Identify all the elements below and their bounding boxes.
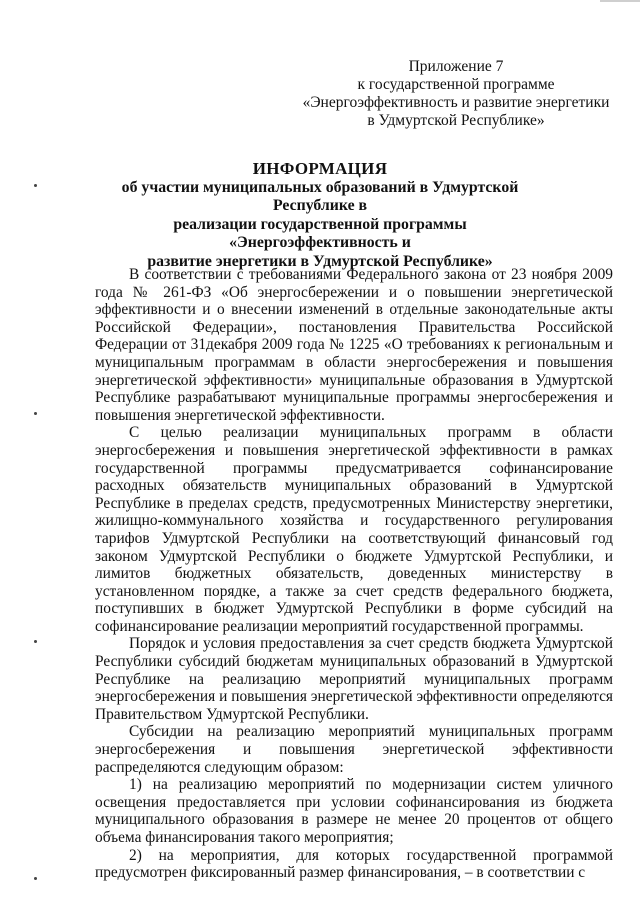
scan-dot xyxy=(34,412,37,415)
document-body xyxy=(95,266,613,882)
heading-line-1: об участии муниципальных образований в Удмуртской Республике в xyxy=(121,178,519,214)
annex-line-2: к государственной программе xyxy=(357,76,555,93)
paragraph-3: Порядок и условия предоставления за счет средств бюджета Удмуртской Республики субсидий бюджетам муниципальных образований в Удмуртской Республике на реализацию мероприятий муниципальных программ энергосбережения и повышения энергетической эффективности определяются Правительством Удмуртской Республики. xyxy=(95,635,613,723)
paragraph-2: С целью реализации муниципальных программ в области энергосбережения и повышения энергетической эффективности в рамках государственной программы предусматривается софинансирование расходных обязательств муниципальных образований в Удмуртской Республике в пределах средств, предусмотренных Министерству энергетики, жилищно-коммунального хозяйства и государственного регулирования тарифов Удмуртской Республики на соответствующий финансовый год законом Удмуртской Республики о бюджете Удмуртской Республики, и лимитов бюджетных обязательств, доведенных министерству в установленном порядке, а также за счет средств федерального бюджета, поступивших в бюджет Удмуртской Республики в форме субсидий на софинансирование реализации мероприятий государственной программы. xyxy=(95,424,613,635)
paragraph-6: 2) на мероприятия, для которых государственной программой предусмотрен фиксированный размер финансирования, – в соответствии с xyxy=(95,846,613,882)
annex-line-4: в Удмуртской Республике» xyxy=(367,112,545,129)
scan-dot xyxy=(34,640,37,643)
annex-number: Приложение 7 xyxy=(408,58,504,75)
paragraph-5: 1) на реализацию мероприятий по модернизации систем уличного освещения предоставляется при условии софинансирования из бюджета муниципального образования в размере не менее 20 процентов от общего объема финансирования такого мероприятия; xyxy=(95,776,613,846)
heading-line-2: реализации государственной программы «Энергоэффективность и xyxy=(173,215,467,251)
annex-block xyxy=(300,58,612,130)
paragraph-4: Субсидии на реализацию мероприятий муниципальных программ энергосбережения и повышения энергетической эффективности распределяются следующим образом: xyxy=(95,723,613,776)
paragraph-1: В соответствии с требованиями Федерального закона от 23 ноября 2009 года № 261-ФЗ «Об энергосбережении и о повышении энергетической эффективности и о внесении изменений в отдельные законодательные акты Российской Федерации», постановления Правительства Российской Федерации от 31декабря 2009 года № 1225 «О требованиях к региональным и муниципальным программам в области энергосбережения и повышения энергетической эффективности» муниципальные образования в Удмуртской Республике разрабатывают муниципальные программы энергосбережения и повышения энергетической эффективности. xyxy=(95,266,613,424)
document-heading xyxy=(95,160,545,271)
scan-dot xyxy=(34,184,37,187)
scan-edge-line xyxy=(600,0,640,2)
annex-line-3: «Энергоэффективность и развитие энергетики xyxy=(302,94,610,111)
scan-dot xyxy=(34,877,37,880)
document-title: ИНФОРМАЦИЯ xyxy=(252,159,388,178)
heading-line-3: развитие энергетики в Удмуртской Республике» xyxy=(147,252,493,270)
